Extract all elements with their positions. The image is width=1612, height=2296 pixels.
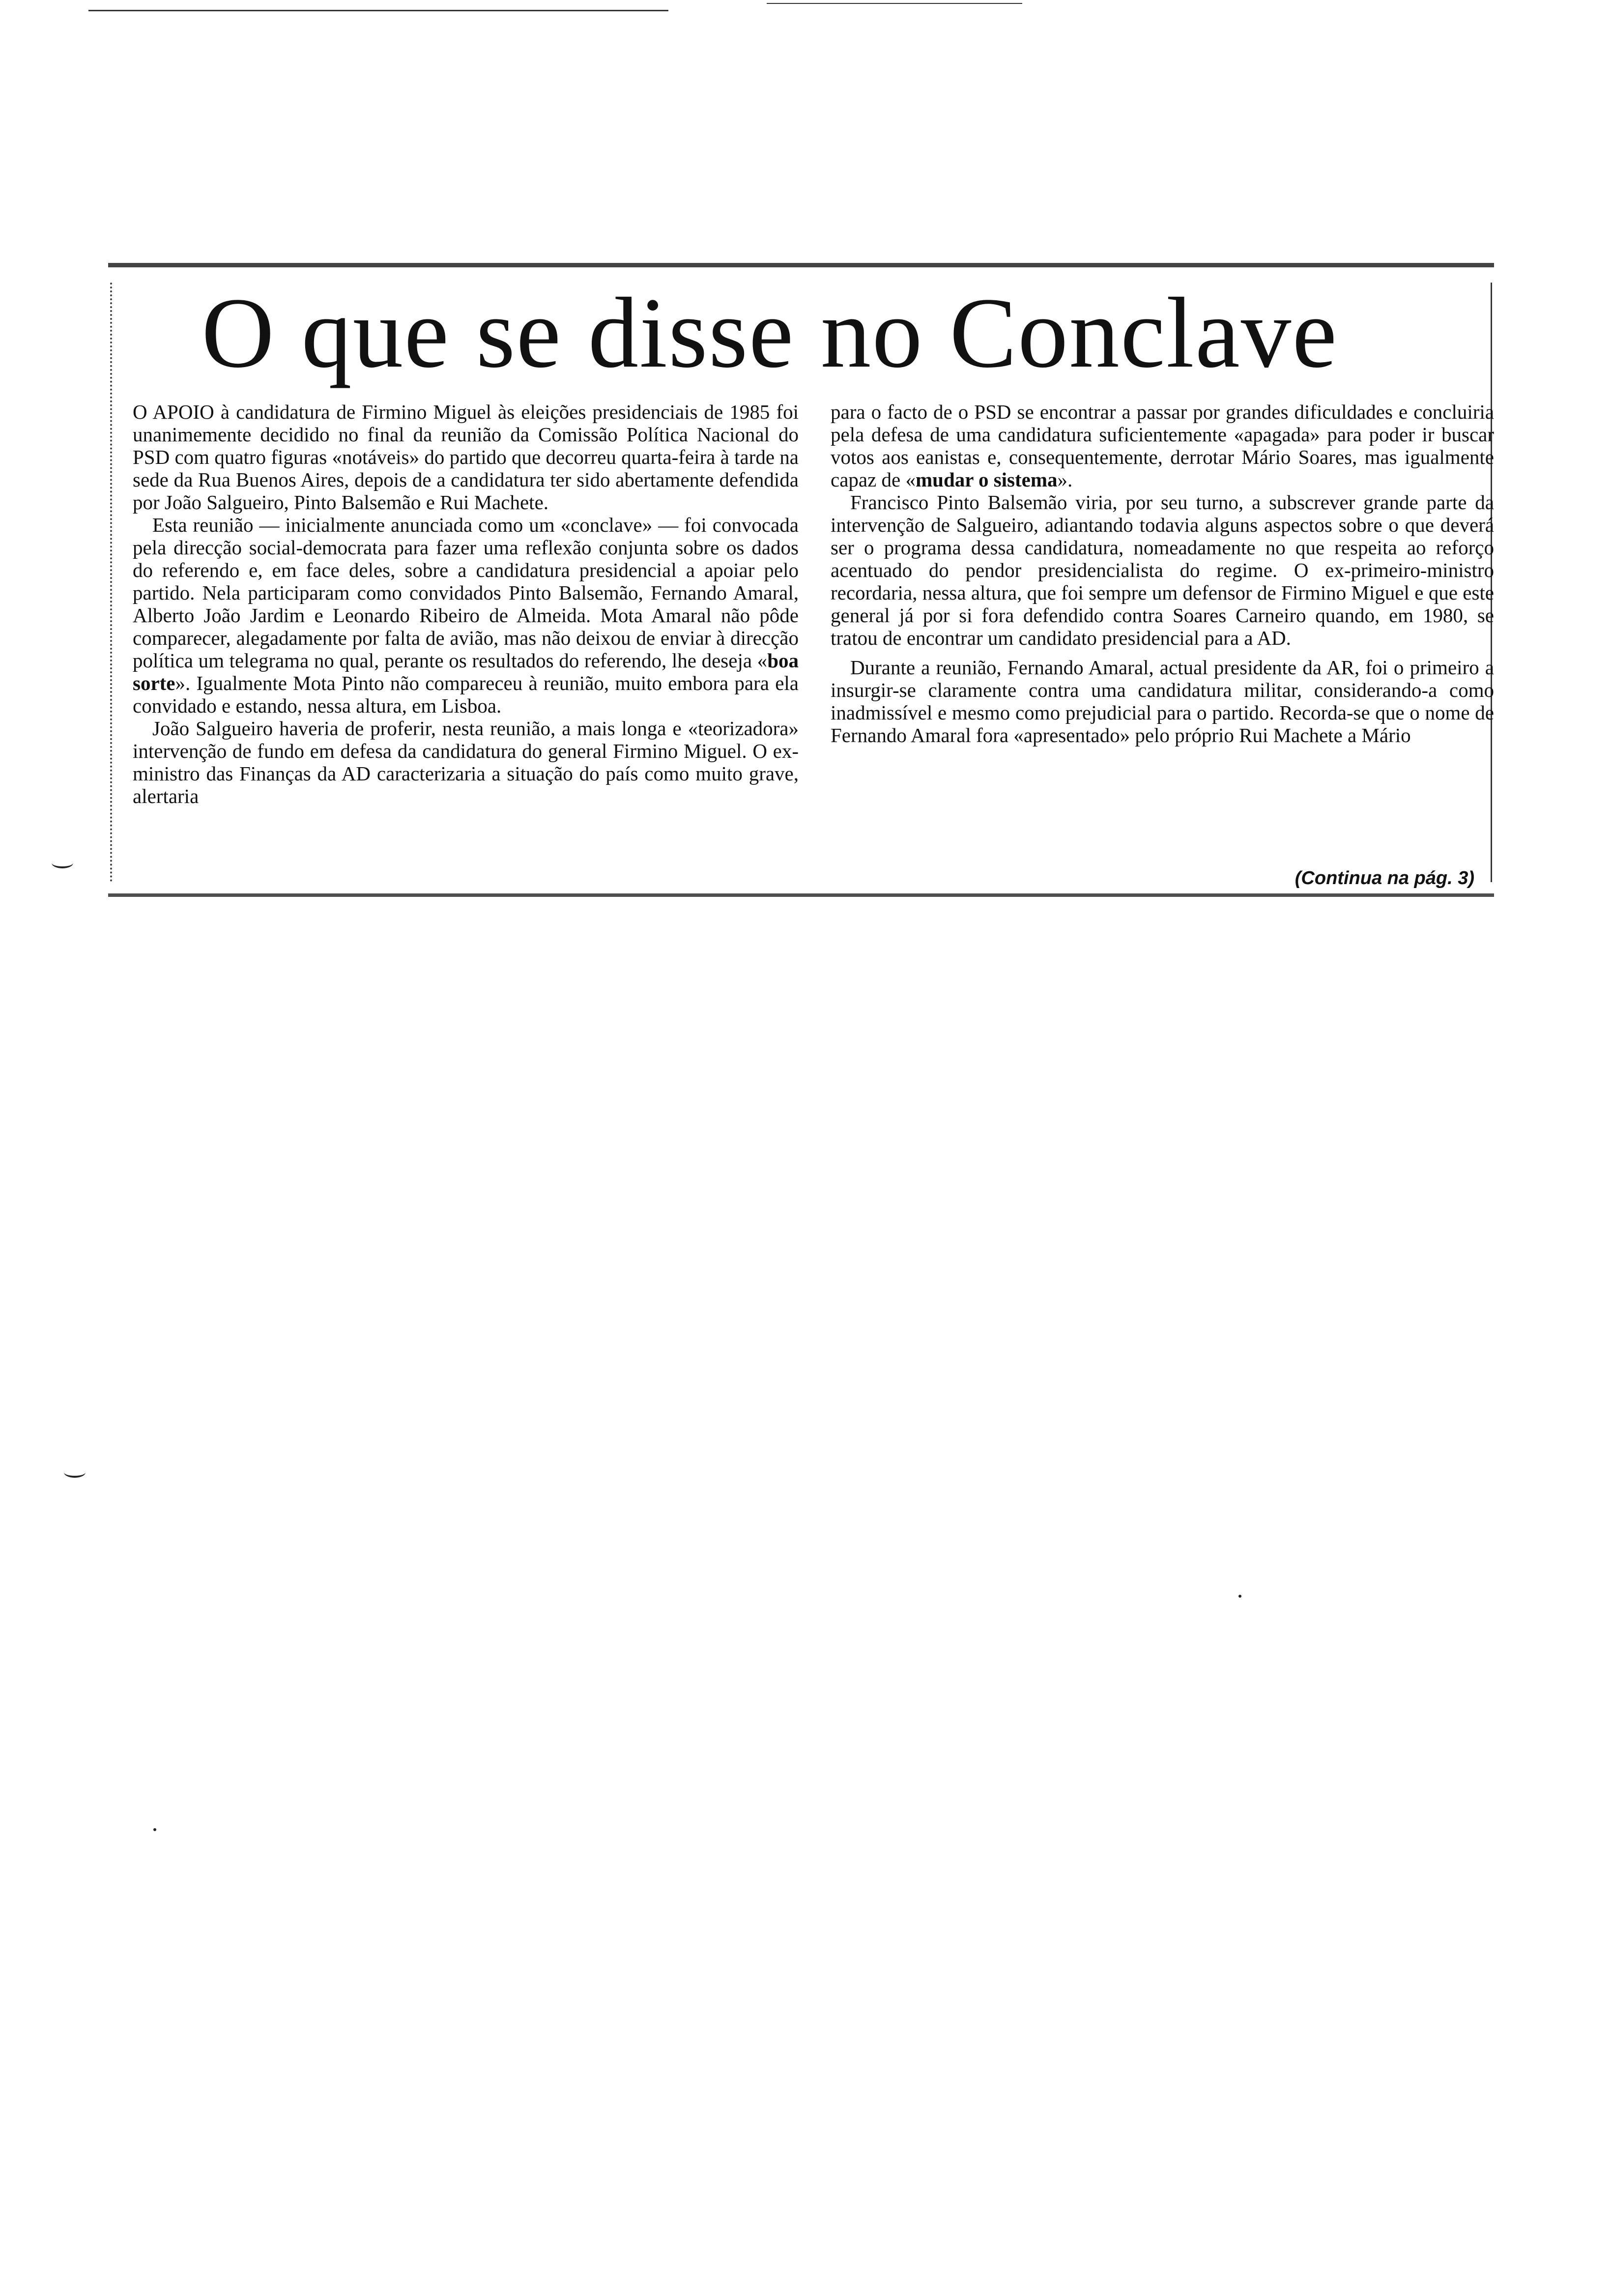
paragraph: João Salgueiro haveria de proferir, nesta reunião, a mais longa e «teorizadora» intervenção de fundo em defesa da candidatura do general Firmino Miguel. O ex-ministro das Finanças da AD caracterizaria a situação do país como muito grave, alertaria xyxy=(133,717,799,807)
left-column xyxy=(133,401,799,807)
bottom-rule xyxy=(108,893,1494,897)
paragraph: Francisco Pinto Balsemão viria, por seu turno, a subscrever grande parte da intervenção de Salgueiro, adiantando todavia alguns aspectos sobre o que deverá ser o programa dessa candidatura, nomeadamente no que respeita ao reforço acentuado do pendor presidencialista do regime. O ex-primeiro-ministro recordaria, nessa altura, que foi sempre um defensor de Firmino Miguel e que este general já por si fora defendido contra Soares Carneiro quando, em 1980, se tratou de encontrar um candidato presidencial para a AD. xyxy=(831,491,1494,649)
paragraph xyxy=(133,514,799,717)
top-rule xyxy=(108,263,1494,267)
scan-mark xyxy=(52,858,73,868)
scan-speck xyxy=(1238,1595,1241,1598)
paragraph xyxy=(831,401,1494,491)
left-edge xyxy=(110,283,114,882)
article-body xyxy=(133,401,1494,867)
paragraph-text: para o facto de o PSD se encontrar a passar por grandes dificuldades e concluiria pela defesa de uma candidatura suficientemente «apagada» para poder ir buscar votos aos eanistas e, consequentemente, derrotar Mário Soares, mas igualmente capaz de « xyxy=(831,401,1494,491)
scan-line xyxy=(88,10,668,11)
continuation-note: (Continua na pág. 3) xyxy=(1295,868,1474,889)
paragraph: O APOIO à candidatura de Firmino Miguel às eleições presidenciais de 1985 foi unanimemente decidido no final da reunião da Comissão Política Nacional do PSD com quatro figuras «notáveis» do partido que decorreu quarta-feira à tarde na sede da Rua Buenos Aires, depois de a candidatura ter sido abertamente defendida por João Salgueiro, Pinto Balsemão e Rui Machete. xyxy=(133,401,799,514)
paragraph-text: ». xyxy=(1057,468,1073,491)
bold-quote: boa sorte xyxy=(133,649,799,694)
right-column xyxy=(831,401,1494,746)
paragraph-text: ». Igualmente Mota Pinto não compareceu à reunião, muito embora para ela convidado e estando, nessa altura, em Lisboa. xyxy=(133,672,799,717)
scan-speck xyxy=(153,1828,156,1831)
bold-quote: mudar o sistema xyxy=(916,468,1058,491)
scan-line xyxy=(767,3,1022,4)
newspaper-clipping xyxy=(108,263,1494,897)
paragraph: Durante a reunião, Fernando Amaral, actual presidente da AR, foi o primeiro a insurgir-se claramente contra uma candidatura militar, considerando-a como inadmissível e mesmo como prejudicial para o partido. Recorda-se que o nome de Fernando Amaral fora «apresentado» pelo próprio Rui Machete a Mário xyxy=(831,656,1494,746)
headline: O que se disse no Conclave xyxy=(202,277,1338,389)
scan-mark xyxy=(64,1467,86,1478)
paragraph-text: Esta reunião — inicialmente anunciada como um «conclave» — foi convocada pela direcção social-democrata para fazer uma reflexão conjunta sobre os dados do referendo e, em face deles, sobre a candidatura presidencial a apoiar pelo partido. Nela participaram como convidados Pinto Balsemão, Fernando Amaral, Alberto João Jardim e Leonardo Ribeiro de Almeida. Mota Amaral não pôde comparecer, alegadamente por falta de avião, mas não deixou de enviar à direcção política um telegrama no qual, perante os resultados do referendo, lhe deseja « xyxy=(133,514,799,672)
